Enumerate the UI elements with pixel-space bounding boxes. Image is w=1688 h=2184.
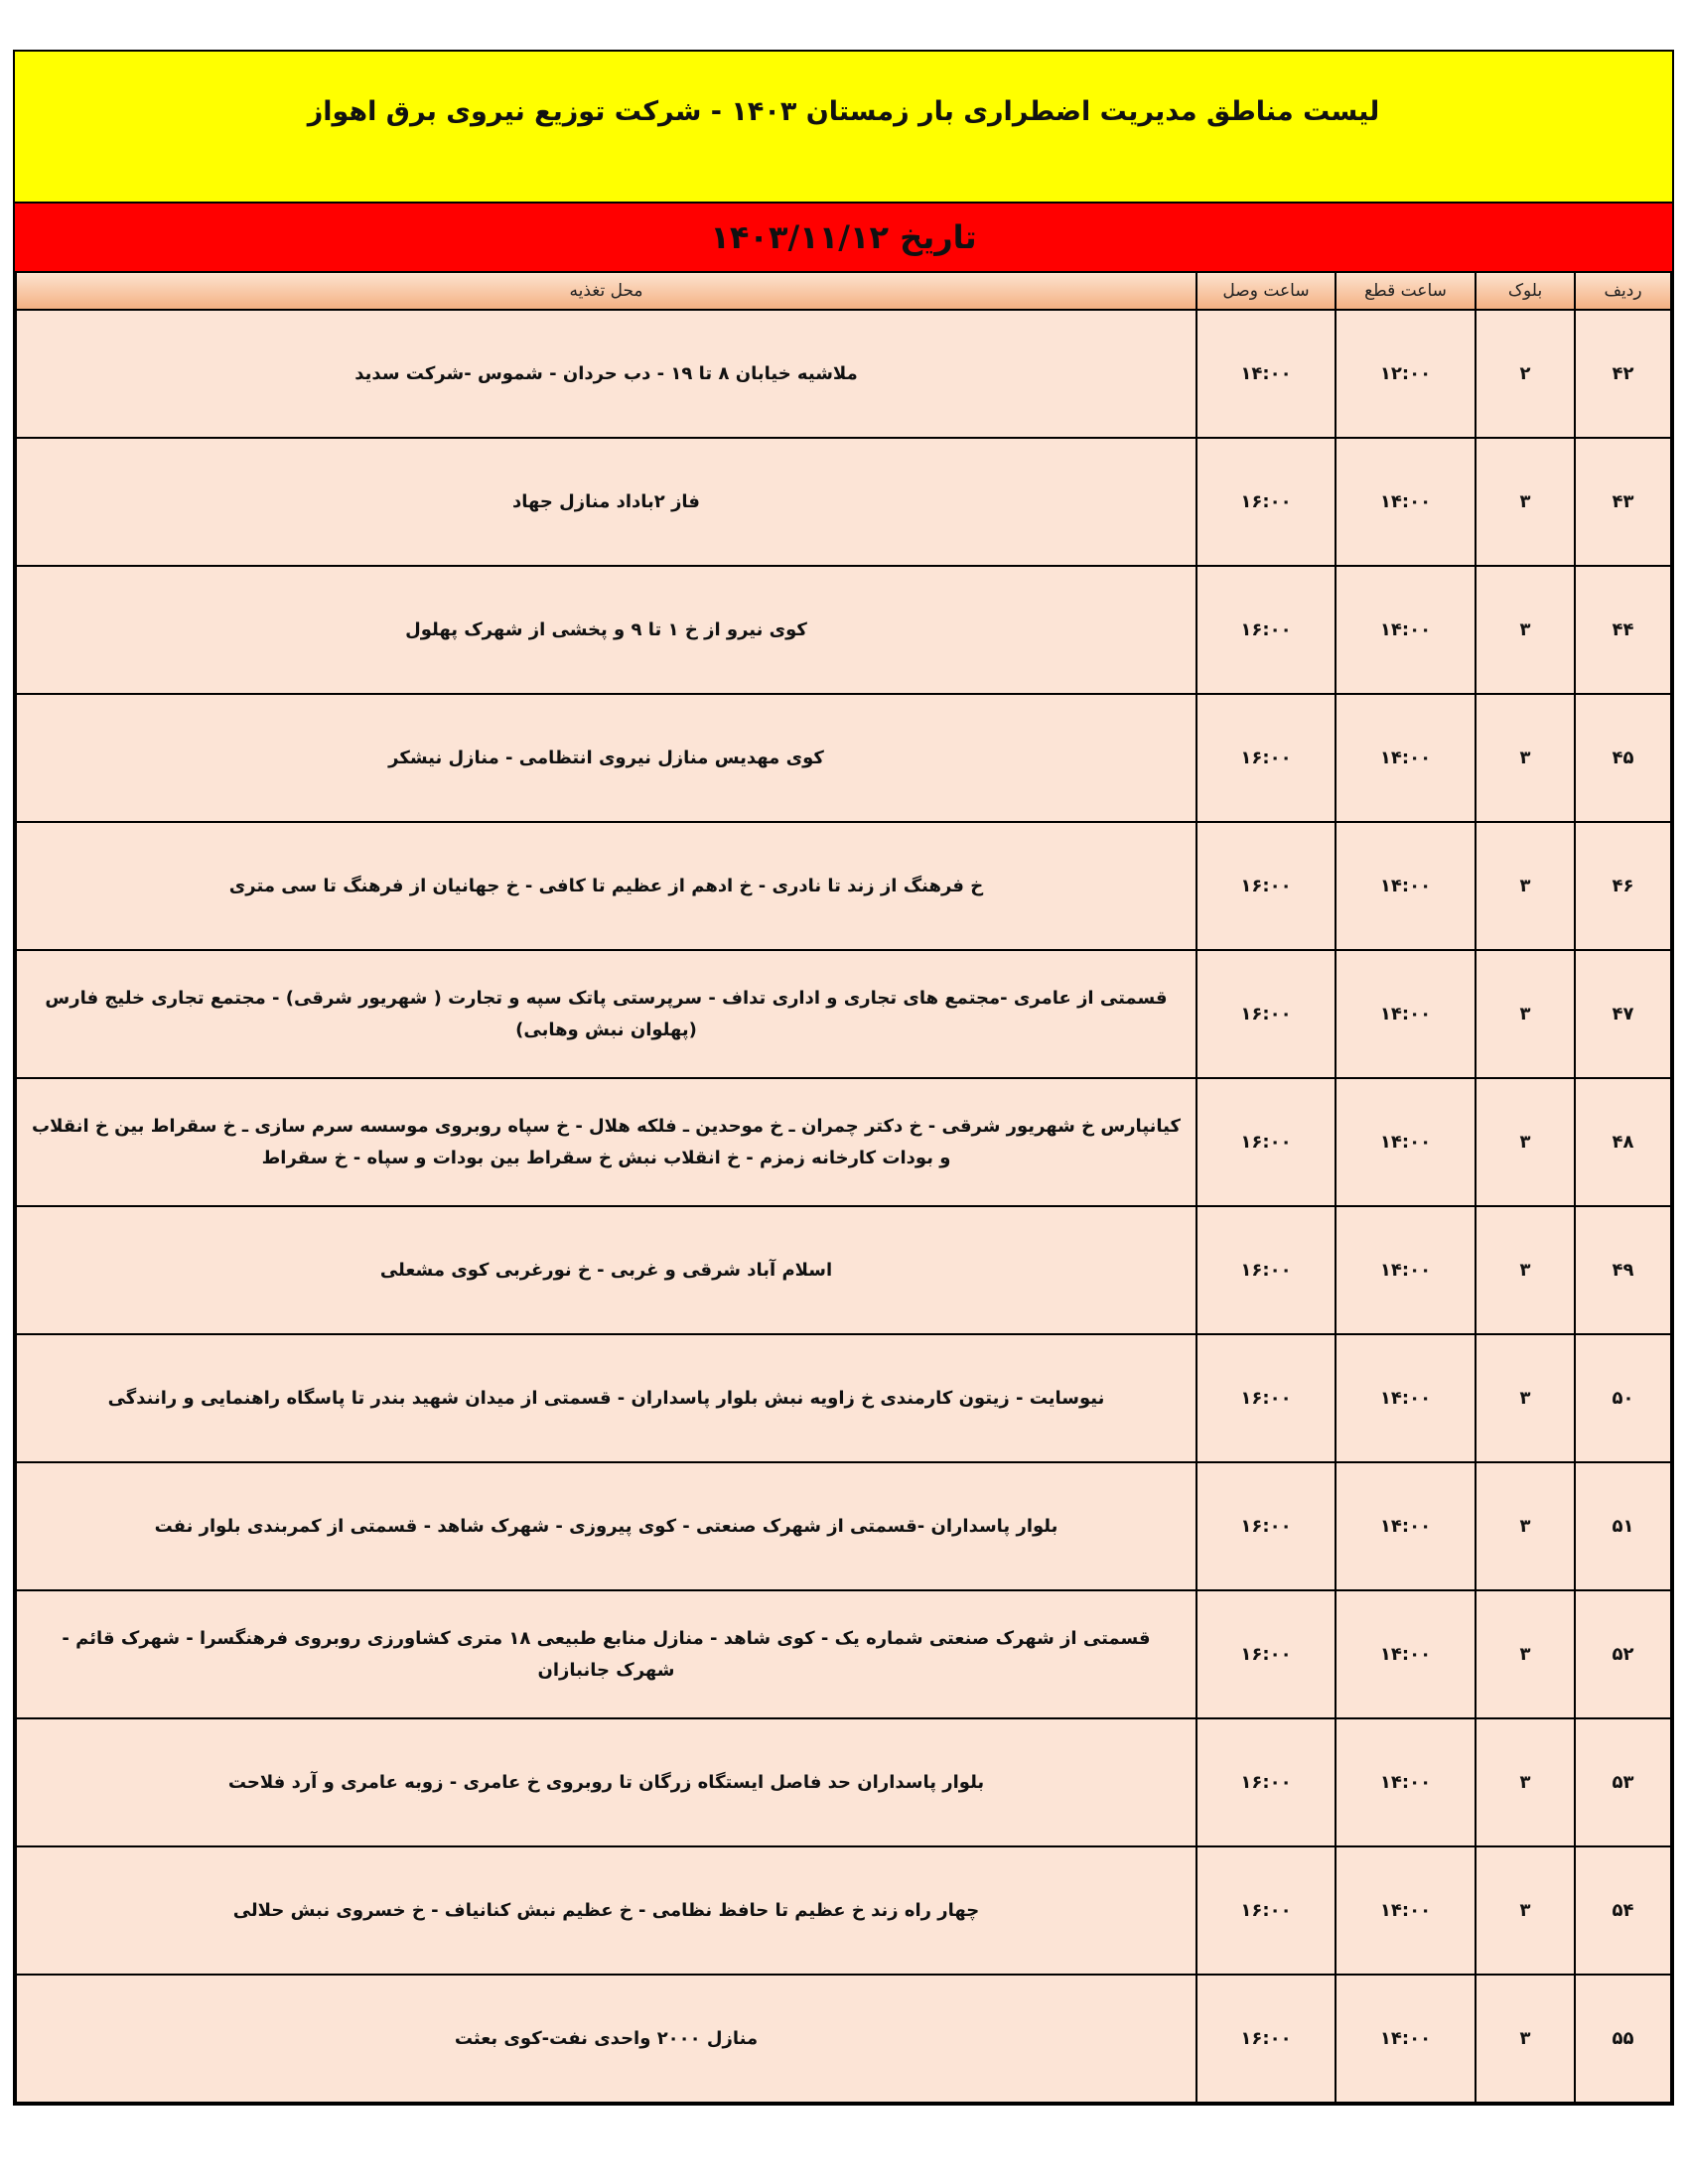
- header-on-time: ساعت وصل: [1196, 273, 1336, 310]
- cell-on-time: ۱۶:۰۰: [1196, 694, 1336, 822]
- cell-on-time: ۱۴:۰۰: [1196, 310, 1336, 438]
- cell-location: کیانپارس خ شهریور شرقی - خ دکتر چمران ـ خ موحدین ـ فلکه هلال - خ سپاه روبروی موسسه سرم سازی ـ خ سقراط بین خ انقلاب و بودات کارخانه زمزم - خ انقلاب نبش خ سقراط بین بودات و سپاه - خ سقراط: [16, 1078, 1196, 1206]
- cell-radif: ۵۱: [1575, 1462, 1671, 1590]
- cell-cut-time: ۱۴:۰۰: [1336, 1846, 1476, 1975]
- outage-table: [15, 273, 1672, 2104]
- header-block: بلوک: [1476, 273, 1575, 310]
- table-row: [16, 1975, 1671, 2103]
- cell-on-time: ۱۶:۰۰: [1196, 822, 1336, 950]
- cell-block: ۲: [1476, 310, 1575, 438]
- cell-radif: ۵۴: [1575, 1846, 1671, 1975]
- cell-on-time: ۱۶:۰۰: [1196, 1975, 1336, 2103]
- table-row: [16, 1846, 1671, 1975]
- cell-radif: ۴۹: [1575, 1206, 1671, 1334]
- cell-cut-time: ۱۴:۰۰: [1336, 1718, 1476, 1846]
- table-row: [16, 950, 1671, 1078]
- cell-on-time: ۱۶:۰۰: [1196, 1206, 1336, 1334]
- table-row: [16, 438, 1671, 566]
- cell-block: ۳: [1476, 694, 1575, 822]
- cell-location: ملاشیه خیابان ۸ تا ۱۹ - دب حردان - شموس -شرکت سدید: [16, 310, 1196, 438]
- cell-cut-time: ۱۴:۰۰: [1336, 438, 1476, 566]
- cell-location: منازل ۲۰۰۰ واحدی نفت-کوی بعثت: [16, 1975, 1196, 2103]
- cell-location: خ فرهنگ از زند تا نادری - خ ادهم از عظیم تا کافی - خ جهانیان از فرهنگ تا سی متری: [16, 822, 1196, 950]
- cell-on-time: ۱۶:۰۰: [1196, 950, 1336, 1078]
- cell-block: ۳: [1476, 950, 1575, 1078]
- table-row: [16, 1206, 1671, 1334]
- cell-location: کوی مهدیس منازل نیروی انتظامی - منازل نیشکر: [16, 694, 1196, 822]
- cell-block: ۳: [1476, 1975, 1575, 2103]
- table-row: [16, 1590, 1671, 1718]
- cell-radif: ۵۰: [1575, 1334, 1671, 1462]
- cell-block: ۳: [1476, 1718, 1575, 1846]
- table-body: [16, 310, 1671, 2103]
- table-row: [16, 566, 1671, 694]
- cell-block: ۳: [1476, 566, 1575, 694]
- cell-block: ۳: [1476, 1078, 1575, 1206]
- page-title: لیست مناطق مدیریت اضطراری بار زمستان ۱۴۰۳ - شرکت توزیع نیروی برق اهواز: [15, 52, 1672, 204]
- cell-block: ۳: [1476, 1590, 1575, 1718]
- cell-on-time: ۱۶:۰۰: [1196, 438, 1336, 566]
- cell-cut-time: ۱۴:۰۰: [1336, 1206, 1476, 1334]
- cell-block: ۳: [1476, 1206, 1575, 1334]
- cell-cut-time: ۱۴:۰۰: [1336, 822, 1476, 950]
- cell-on-time: ۱۶:۰۰: [1196, 1078, 1336, 1206]
- cell-radif: ۴۵: [1575, 694, 1671, 822]
- cell-radif: ۴۴: [1575, 566, 1671, 694]
- header-location: محل تغذیه: [16, 273, 1196, 310]
- cell-on-time: ۱۶:۰۰: [1196, 1590, 1336, 1718]
- cell-radif: ۵۵: [1575, 1975, 1671, 2103]
- cell-cut-time: ۱۲:۰۰: [1336, 310, 1476, 438]
- cell-location: قسمتی از شهرک صنعتی شماره یک - کوی شاهد - منازل منابع طبیعی ۱۸ متری کشاورزی روبروی فرهنگسرا - شهرک قائم - شهرک جانبازان: [16, 1590, 1196, 1718]
- cell-location: اسلام آباد شرقی و غربی - خ نورغربی کوی مشعلی: [16, 1206, 1196, 1334]
- cell-radif: ۴۸: [1575, 1078, 1671, 1206]
- cell-on-time: ۱۶:۰۰: [1196, 1718, 1336, 1846]
- table-row: [16, 1462, 1671, 1590]
- cell-cut-time: ۱۴:۰۰: [1336, 1590, 1476, 1718]
- cell-location: نیوسایت - زیتون کارمندی خ زاویه نبش بلوار پاسداران - قسمتی از میدان شهید بندر تا پاسگاه راهنمایی و رانندگی: [16, 1334, 1196, 1462]
- cell-block: ۳: [1476, 1462, 1575, 1590]
- cell-location: فاز ۲باداد منازل جهاد: [16, 438, 1196, 566]
- cell-on-time: ۱۶:۰۰: [1196, 1846, 1336, 1975]
- cell-cut-time: ۱۴:۰۰: [1336, 1462, 1476, 1590]
- header-cut-time: ساعت قطع: [1336, 273, 1476, 310]
- cell-block: ۳: [1476, 438, 1575, 566]
- table-row: [16, 694, 1671, 822]
- cell-radif: ۵۲: [1575, 1590, 1671, 1718]
- cell-location: بلوار پاسداران -قسمتی از شهرک صنعتی - کوی پیروزی - شهرک شاهد - قسمتی از کمربندی بلوار نفت: [16, 1462, 1196, 1590]
- cell-radif: ۴۳: [1575, 438, 1671, 566]
- table-row: [16, 310, 1671, 438]
- cell-cut-time: ۱۴:۰۰: [1336, 566, 1476, 694]
- cell-on-time: ۱۶:۰۰: [1196, 1462, 1336, 1590]
- outage-schedule-sheet: [13, 50, 1674, 2106]
- cell-block: ۳: [1476, 822, 1575, 950]
- cell-cut-time: ۱۴:۰۰: [1336, 694, 1476, 822]
- date-banner: تاریخ ۱۴۰۳/۱۱/۱۲: [15, 204, 1672, 273]
- cell-radif: ۴۶: [1575, 822, 1671, 950]
- header-radif: ردیف: [1575, 273, 1671, 310]
- cell-radif: ۴۷: [1575, 950, 1671, 1078]
- cell-block: ۳: [1476, 1846, 1575, 1975]
- table-row: [16, 1078, 1671, 1206]
- cell-cut-time: ۱۴:۰۰: [1336, 950, 1476, 1078]
- cell-location: بلوار پاسداران حد فاصل ایستگاه زرگان تا روبروی خ عامری - زوبه عامری و آرد فلاحت: [16, 1718, 1196, 1846]
- cell-cut-time: ۱۴:۰۰: [1336, 1975, 1476, 2103]
- cell-cut-time: ۱۴:۰۰: [1336, 1334, 1476, 1462]
- cell-cut-time: ۱۴:۰۰: [1336, 1078, 1476, 1206]
- table-row: [16, 1334, 1671, 1462]
- cell-on-time: ۱۶:۰۰: [1196, 566, 1336, 694]
- cell-radif: ۵۳: [1575, 1718, 1671, 1846]
- table-row: [16, 822, 1671, 950]
- cell-on-time: ۱۶:۰۰: [1196, 1334, 1336, 1462]
- cell-location: چهار راه زند خ عظیم تا حافظ نظامی - خ عظیم نبش کنانیاف - خ خسروی نبش حلالی: [16, 1846, 1196, 1975]
- cell-location: قسمتی از عامری -مجتمع های تجاری و اداری تداف - سرپرستی پاتک سپه و تجارت ( شهریور شرقی) - مجتمع تجاری خلیج فارس (پهلوان نبش وهابی): [16, 950, 1196, 1078]
- table-row: [16, 1718, 1671, 1846]
- cell-location: کوی نیرو از خ ۱ تا ۹ و پخشی از شهرک پهلول: [16, 566, 1196, 694]
- cell-radif: ۴۲: [1575, 310, 1671, 438]
- table-header-row: [16, 273, 1671, 310]
- cell-block: ۳: [1476, 1334, 1575, 1462]
